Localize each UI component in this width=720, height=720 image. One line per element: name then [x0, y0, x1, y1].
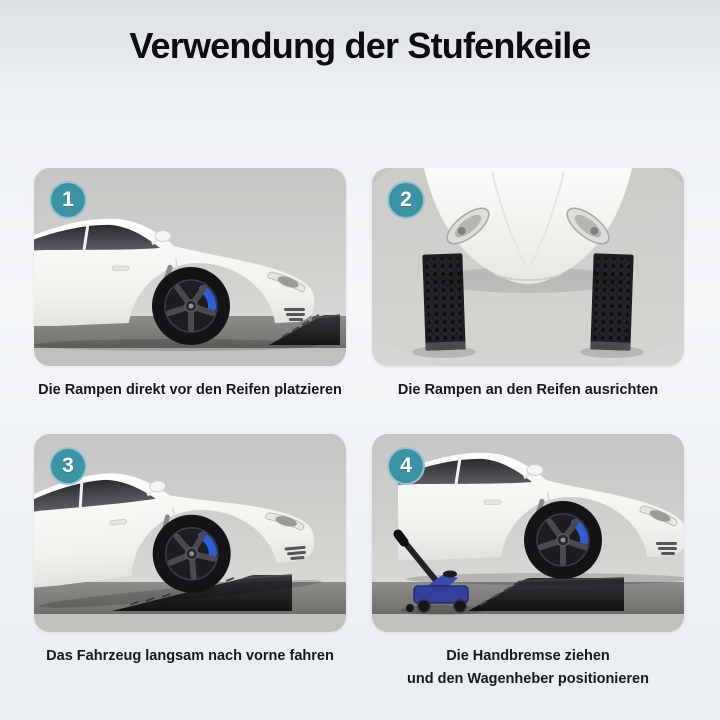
step-image-4	[372, 434, 684, 632]
caption-line: Die Rampen an den Reifen ausrichten	[397, 382, 659, 398]
white-car-hood-top-icon	[424, 168, 632, 293]
step-caption-4	[372, 645, 684, 700]
steps-grid	[34, 168, 684, 700]
caption-line: Die Handbremse ziehen	[446, 648, 610, 664]
step-caption-1	[34, 379, 346, 434]
step-caption-3	[34, 645, 346, 700]
step-image-3	[34, 434, 346, 632]
page-title: Verwendung der Stufenkeile	[129, 25, 591, 66]
caption-line: und den Wagenheber positionieren	[407, 671, 649, 687]
step-image-2	[372, 168, 684, 366]
caption-line: Das Fahrzeug langsam nach vorne fahren	[46, 648, 334, 664]
left-ramp-icon	[422, 253, 465, 350]
step-number-badge-3: 3	[49, 447, 87, 485]
step-card-1	[34, 168, 346, 434]
step-number-badge-4: 4	[387, 447, 425, 485]
step-number-badge-2: 2	[387, 181, 425, 219]
caption-line: Die Rampen direkt vor den Reifen platzieren	[38, 382, 342, 398]
step-card-3	[34, 434, 346, 700]
step-card-4	[372, 434, 684, 700]
step-card-2	[372, 168, 684, 434]
step-image-1	[34, 168, 346, 366]
right-ramp-icon	[590, 253, 633, 350]
step-number-badge-1: 1	[49, 181, 87, 219]
step-caption-2	[372, 379, 684, 434]
